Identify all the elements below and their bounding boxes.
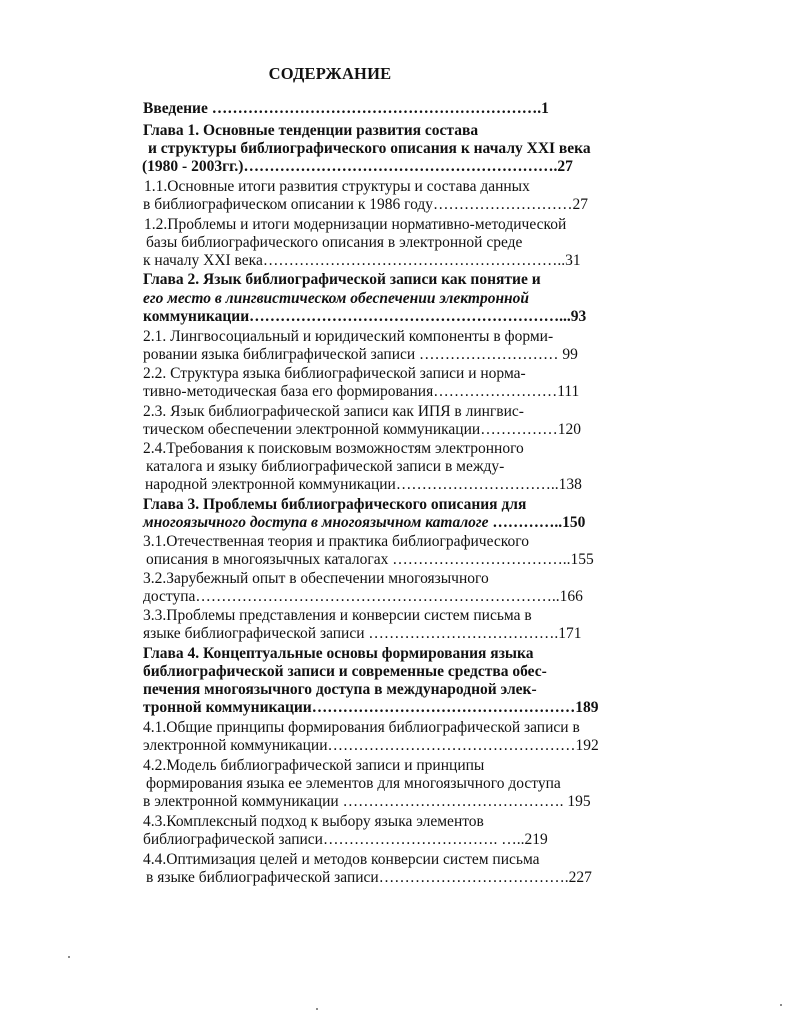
toc-section-4-2-line-2: формирования языка ее элементов для многоязычного доступа [146,775,561,792]
page-title: СОДЕРЖАНИЕ [268,64,392,83]
toc-section-4-4-line-1: 4.4.Оптимизация целей и методов конверсии систем письма [143,851,540,868]
toc-section-2-2-line-1: 2.2. Структура языка библиографической записи и норма- [143,365,526,382]
toc-chapter-4-line-2: библиографической записи и современные средства обес- [143,663,547,680]
toc-chapter-2-line-2: его место в лингвистическом обеспечении электронной [143,290,530,307]
toc-section-4-1-line-2: электронной коммуникации…………………………………………192 [143,737,599,754]
toc-section-1-1-line-2: в библиографическом описании к 1986 году………………………27 [143,196,589,213]
toc-section-2-4-line-2: каталога и языку библиографической записи в между- [146,458,505,475]
toc-section-2-3-line-1: 2.3. Язык библиографической записи как ИПЯ в лингвис- [143,403,524,420]
toc-section-3-3-line-1: 3.3.Проблемы представления и конверсии систем письма в [143,607,532,624]
toc-section-4-2-line-1: 4.2.Модель библиографической записи и принципы [143,757,485,774]
toc-chapter-3-line-2 [143,514,585,532]
scan-speck [68,956,70,958]
toc-chapter-2-line-1: Глава 2. Язык библиографической записи как понятие и [143,271,541,288]
toc-section-4-3-line-2: библиографической записи……………………………. …..219 [143,831,548,848]
toc-section-1-2-line-1: 1.2.Проблемы и итоги модернизации нормативно-методической [144,216,567,233]
toc-chapter-1-line-2: и структуры библиографического описания к началу XXI века [148,140,591,157]
toc-chapter-1-line-1: Глава 1. Основные тенденции развития состава [143,122,479,139]
toc-chapter-4-line-3: печения многоязычного доступа в международной элек- [143,681,537,698]
toc-section-4-4-line-2: в языке библиографической записи……………………………….227 [146,869,592,886]
toc-section-1-2-line-2: базы библиографического описания в электронной среде [146,234,523,251]
toc-chapter-3-line-1: Глава 3. Проблемы библиографического описания для [143,496,527,513]
toc-section-3-1-line-2: описания в многоязычных каталогах ……………………………..155 [146,551,594,568]
scan-speck [780,1004,782,1006]
toc-chapter-4-line-1: Глава 4. Концептуальные основы формирования языка [143,645,534,662]
toc-section-2-2-line-2: тивно-методическая база его формирования……………………111 [143,383,580,400]
toc-section-2-1-line-2: ровании языка библиграфической записи ……………………… 99 [143,346,578,363]
toc-section-4-3-line-1: 4.3.Комплексный подход к выбору языка элементов [143,813,484,830]
toc-entry-introduction: Введение ……………………………………………………….1 [143,100,549,117]
toc-chapter-1-line-3: (1980 - 2003гг.)…………………………………………………….27 [142,158,573,175]
toc-section-1-1-line-1: 1.1.Основные итоги развития структуры и состава данных [144,178,530,195]
toc-section-2-4-line-1: 2.4.Требования к поисковым возможностям электронного [143,440,524,457]
toc-section-4-2-line-3: в электронной коммуникации ……………………………………. 195 [143,793,591,810]
toc-section-2-3-line-2: тическом обеспечении электронной коммуникации……………120 [143,421,581,438]
toc-section-2-1-line-1: 2.1. Лингвосоциальный и юридический компоненты в форми- [143,328,554,345]
toc-section-3-3-line-2: языке библиографической записи ……………………………….171 [143,625,582,642]
toc-section-4-1-line-1: 4.1.Общие принципы формирования библиографической записи в [143,719,580,736]
toc-section-1-2-line-3: к началу XXI века…………………………………………………..31 [143,252,581,269]
toc-section-3-2-line-1: 3.2.Зарубежный опыт в обеспечении многоязычного [143,570,489,587]
toc-section-3-1-line-1: 3.1.Отечественная теория и практика библиографического [143,533,529,550]
toc-chapter-2-line-3: коммуникации……………………………………………………...93 [143,308,587,325]
toc-chapter-3-page: …………..150 [492,514,586,531]
toc-section-2-4-line-3: народной электронной коммуникации…………………………..138 [145,476,582,493]
toc-chapter-4-line-4: тронной коммуникации……………………………………………189 [143,699,599,716]
toc-section-3-2-line-2: доступа……………………………………………………………..166 [143,588,583,605]
scan-speck [316,1008,318,1010]
toc-chapter-3-subtitle: многоязычного доступа в многоязычном каталоге [143,514,489,531]
